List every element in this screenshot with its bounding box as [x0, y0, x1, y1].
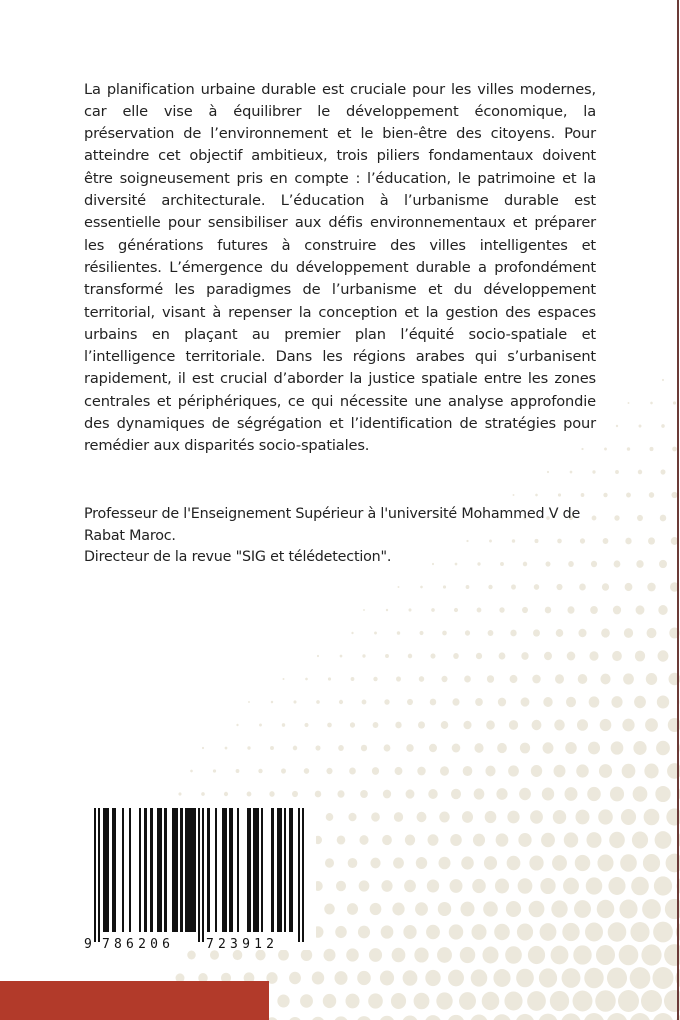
author-bio	[84, 504, 624, 569]
author-bio-line-3: Directeur de la revue "SIG et télédetection".	[84, 549, 392, 565]
svg-text:723912: 723912	[206, 937, 279, 950]
book-description: La planification urbaine durable est cruciale pour les villes modernes, car elle vise à équilibrer le développement économique, la préservation de l’environnement et le bien-être des citoyens. Pour atteindre cet objectif ambitieux, trois piliers fondamentaux doivent être soigneusement pris en compte : l’éducation, le patrimoine et la diversité architecturale. L’éducation à l’urbanisme durable est essentielle pour sensibiliser aux défis environnementaux et préparer les générations futures à construire des villes intelligentes et résilientes. L’émergence du développement durable a profondément transformé les paradigmes de l’urbanisme et du développement territorial, visant à repenser la conception et la gestion des espaces urbains en plaçant au premier plan l’équité socio-spatiale et l’intelligence territoriale. Dans les régions arabes qui s’urbanisent rapidement, il est crucial d’aborder la justice spatiale entre les zones centrales et périphériques, ce qui nécessite une analyse approfondie des dynamiques de ségrégation et l’identification de stratégies pour remédier aux disparités socio-spatiales.	[84, 80, 596, 455]
cover-edge-line	[677, 0, 679, 1020]
svg-text:9: 9	[84, 937, 97, 950]
author-bio-line-1: Professeur de l'Enseignement Supérieur à l'université Mohammed V de	[84, 506, 581, 522]
svg-text:786206: 786206	[102, 937, 175, 950]
accent-color-block	[0, 981, 269, 1020]
barcode-icon	[84, 802, 316, 950]
isbn-barcode	[84, 802, 316, 950]
author-bio-line-2: Rabat Maroc.	[84, 527, 176, 544]
